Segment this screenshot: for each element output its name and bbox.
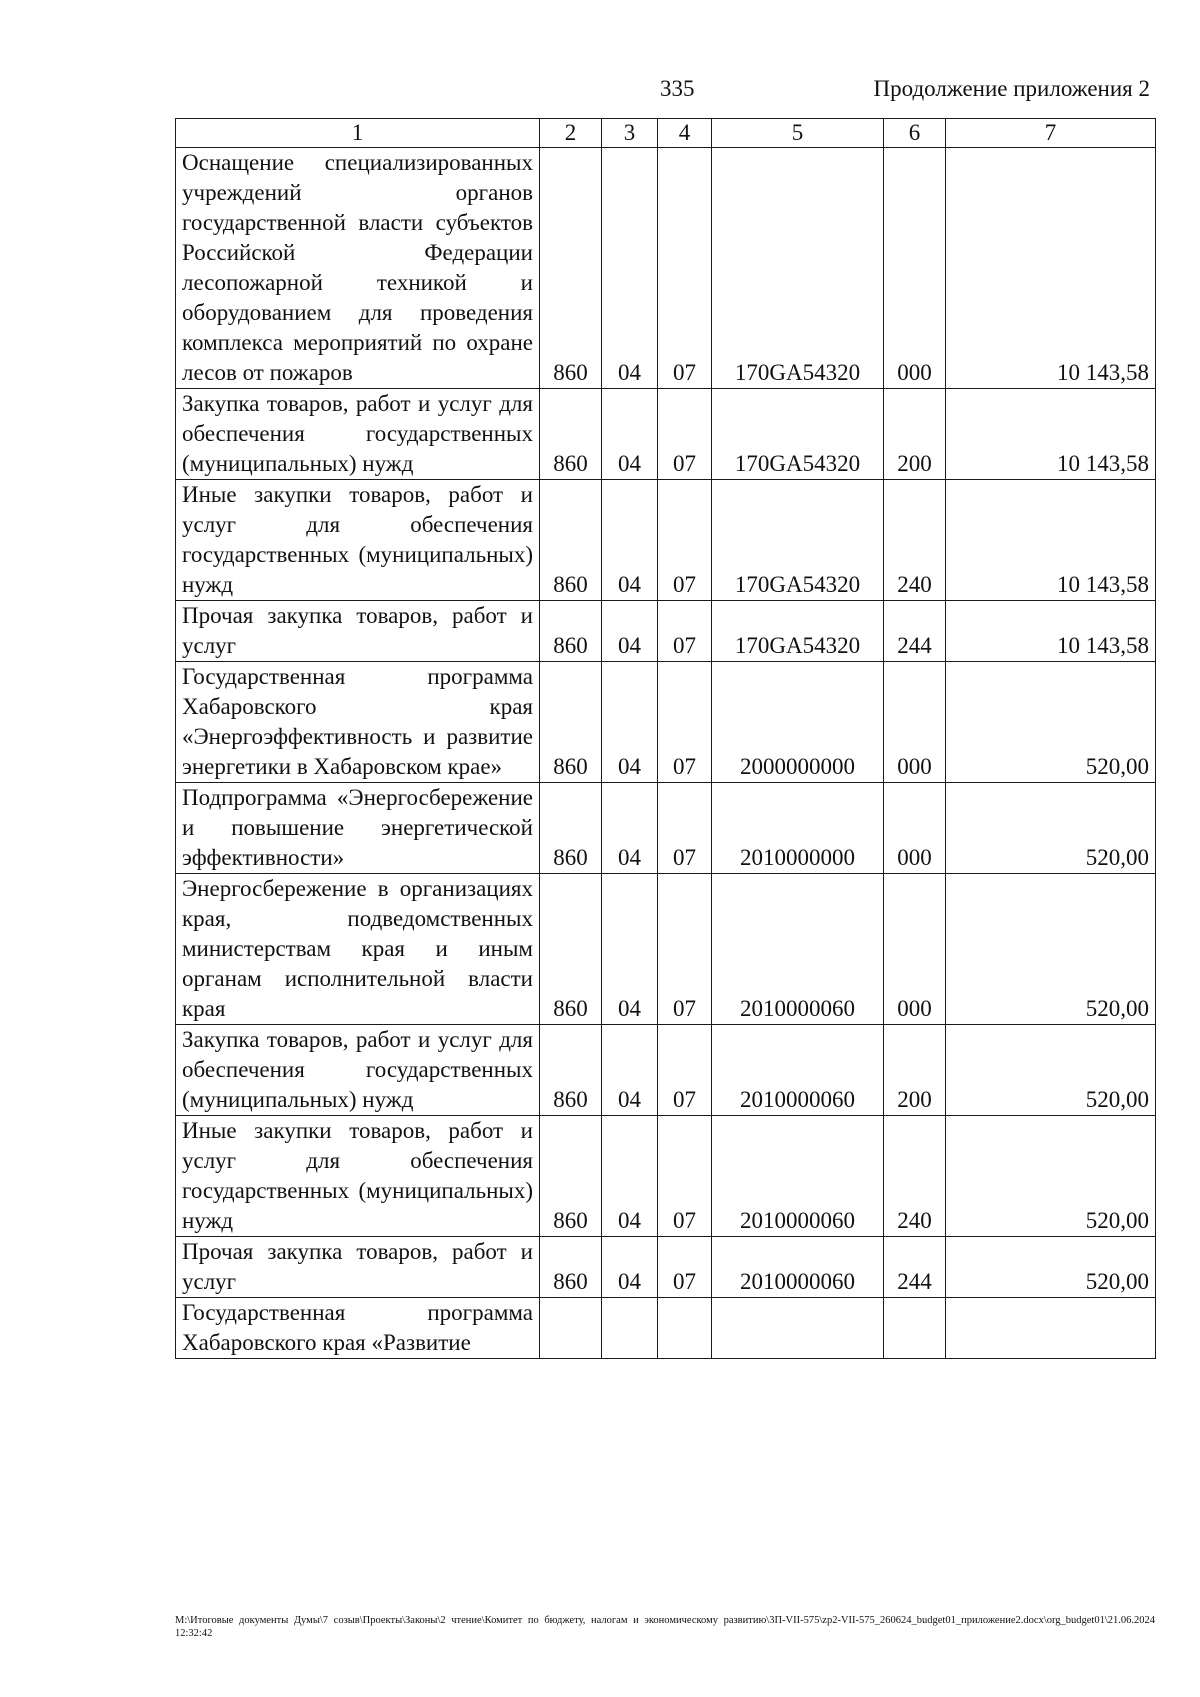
item-name: Государственная программа Хабаровского края «Энергоэффективность и развитие энергетики в Хабаровском крае» [176, 662, 540, 783]
amount: 10 143,58 [946, 148, 1156, 389]
table-row [176, 389, 1156, 480]
target-article-code: 2010000060 [712, 1237, 884, 1298]
column-header: 7 [946, 119, 1156, 148]
table-row [176, 601, 1156, 662]
ministry-code: 860 [540, 1237, 602, 1298]
table-row [176, 874, 1156, 1025]
target-article-code: 170GA54320 [712, 389, 884, 480]
amount: 520,00 [946, 1237, 1156, 1298]
target-article-code: 2010000000 [712, 783, 884, 874]
expense-type-code [884, 1298, 946, 1359]
target-article-code: 170GA54320 [712, 148, 884, 389]
section-code: 04 [602, 389, 658, 480]
ministry-code: 860 [540, 874, 602, 1025]
target-article-code: 2010000060 [712, 1025, 884, 1116]
ministry-code: 860 [540, 480, 602, 601]
target-article-code: 170GA54320 [712, 601, 884, 662]
item-name: Оснащение специализированных учреждений органов государственной власти субъектов Российской Федерации лесопожарной техникой и оборудованием для проведения комплекса мероприятий по охране лесов от пожаров [176, 148, 540, 389]
section-code: 04 [602, 601, 658, 662]
section-code: 04 [602, 662, 658, 783]
target-article-code: 2000000000 [712, 662, 884, 783]
table-row [176, 1116, 1156, 1237]
amount: 10 143,58 [946, 480, 1156, 601]
item-name: Иные закупки товаров, работ и услуг для обеспечения государственных (муниципальных) нужд [176, 1116, 540, 1237]
ministry-code: 860 [540, 148, 602, 389]
item-name: Прочая закупка товаров, работ и услуг [176, 1237, 540, 1298]
subsection-code: 07 [658, 1237, 712, 1298]
section-code: 04 [602, 1116, 658, 1237]
file-path-footer: M:\Итоговые документы Думы\7 созыв\Проекты\Законы\2 чтение\Комитет по бюджету, налогам и экономическому развитию\3П-VII-575\zp2-VII-575_260624_budget01_приложение2.docx\org_budget01\21.06.2024 12:32:42 [175, 1615, 1155, 1639]
table-row [176, 1025, 1156, 1116]
target-article-code [712, 1298, 884, 1359]
table-row [176, 662, 1156, 783]
ministry-code: 860 [540, 1025, 602, 1116]
ministry-code: 860 [540, 389, 602, 480]
amount: 10 143,58 [946, 601, 1156, 662]
item-name: Энергосбережение в организациях края, подведомственных министерствам края и иным органам исполнительной власти края [176, 874, 540, 1025]
expense-type-code: 244 [884, 1237, 946, 1298]
subsection-code: 07 [658, 148, 712, 389]
item-name: Государственная программа Хабаровского края «Развитие [176, 1298, 540, 1359]
item-name: Иные закупки товаров, работ и услуг для обеспечения государственных (муниципальных) нужд [176, 480, 540, 601]
subsection-code: 07 [658, 662, 712, 783]
ministry-code: 860 [540, 601, 602, 662]
item-name: Прочая закупка товаров, работ и услуг [176, 601, 540, 662]
expense-type-code: 240 [884, 480, 946, 601]
target-article-code: 170GA54320 [712, 480, 884, 601]
column-header: 6 [884, 119, 946, 148]
subsection-code: 07 [658, 783, 712, 874]
column-header: 2 [540, 119, 602, 148]
subsection-code: 07 [658, 1116, 712, 1237]
expense-type-code: 240 [884, 1116, 946, 1237]
subsection-code: 07 [658, 389, 712, 480]
expense-type-code: 244 [884, 601, 946, 662]
item-name: Закупка товаров, работ и услуг для обеспечения государственных (муниципальных) нужд [176, 389, 540, 480]
amount: 10 143,58 [946, 389, 1156, 480]
subsection-code [658, 1298, 712, 1359]
table-header-row [176, 119, 1156, 148]
amount: 520,00 [946, 783, 1156, 874]
table-row [176, 783, 1156, 874]
table-row [176, 1237, 1156, 1298]
expense-type-code: 000 [884, 662, 946, 783]
section-code: 04 [602, 480, 658, 601]
section-code: 04 [602, 1237, 658, 1298]
ministry-code: 860 [540, 1116, 602, 1237]
section-code: 04 [602, 874, 658, 1025]
ministry-code [540, 1298, 602, 1359]
ministry-code: 860 [540, 662, 602, 783]
amount: 520,00 [946, 1025, 1156, 1116]
subsection-code: 07 [658, 1025, 712, 1116]
amount [946, 1298, 1156, 1359]
section-code: 04 [602, 148, 658, 389]
section-code: 04 [602, 783, 658, 874]
target-article-code: 2010000060 [712, 874, 884, 1025]
section-code: 04 [602, 1025, 658, 1116]
expense-type-code: 200 [884, 389, 946, 480]
expense-type-code: 000 [884, 148, 946, 389]
budget-table [175, 118, 1156, 1359]
page-number: 335 [660, 76, 695, 101]
amount: 520,00 [946, 1116, 1156, 1237]
table-row [176, 1298, 1156, 1359]
column-header: 1 [176, 119, 540, 148]
table-row [176, 480, 1156, 601]
column-header: 4 [658, 119, 712, 148]
expense-type-code: 000 [884, 874, 946, 1025]
ministry-code: 860 [540, 783, 602, 874]
column-header: 3 [602, 119, 658, 148]
item-name: Подпрограмма «Энергосбережение и повышение энергетической эффективности» [176, 783, 540, 874]
item-name: Закупка товаров, работ и услуг для обеспечения государственных (муниципальных) нужд [176, 1025, 540, 1116]
subsection-code: 07 [658, 874, 712, 1025]
section-code [602, 1298, 658, 1359]
subsection-code: 07 [658, 601, 712, 662]
amount: 520,00 [946, 662, 1156, 783]
expense-type-code: 200 [884, 1025, 946, 1116]
amount: 520,00 [946, 874, 1156, 1025]
column-header: 5 [712, 119, 884, 148]
subsection-code: 07 [658, 480, 712, 601]
expense-type-code: 000 [884, 783, 946, 874]
target-article-code: 2010000060 [712, 1116, 884, 1237]
table-row [176, 148, 1156, 389]
continuation-label: Продолжение приложения 2 [873, 76, 1150, 101]
